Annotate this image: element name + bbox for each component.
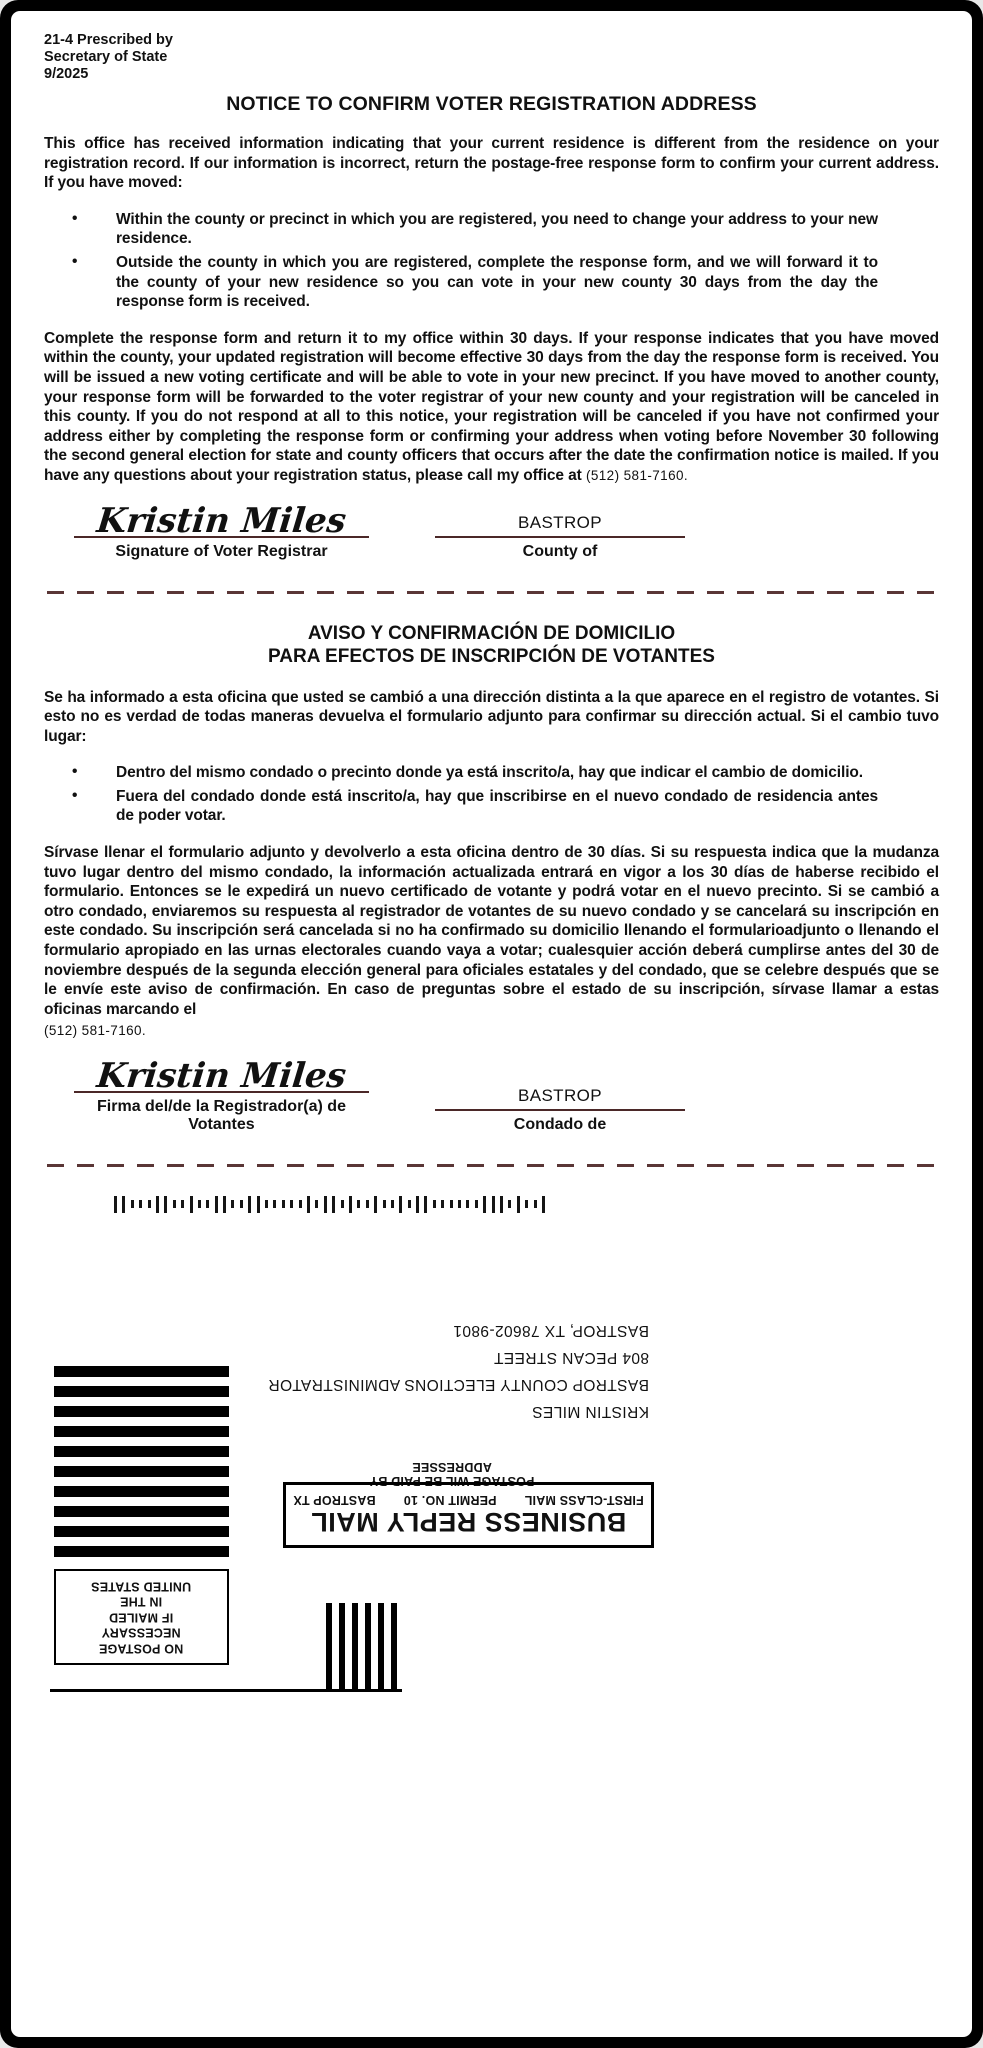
body-text-en: Complete the response form and return it to my office within 30 days. If your response indicates that you have moved within the county, your updated registration will become effective 30 days from the day the response form is received. You will be issued a new voting certificate and will be able to vote in your new precinct. If you have moved to another county, your response form will be forwarded to the voter registrar of your new county and your registration will be canceled in this county. If you do not respond at all to this notice, your registration will be canceled if you have not confirmed your address either by completing the response form or confirming your address when voting before November 30 following the second general election for state and county officers that occurs after the date the confirmation notice is mailed. If you have any questions about your registration status, please call my office at: [44, 329, 939, 484]
business-reply-box: [283, 1482, 654, 1548]
bullet-text: Dentro del mismo condado o precinto donde ya está inscrito/a, hay que indicar el cambio de domicilio.: [116, 764, 863, 782]
signature-label-en: Signature of Voter Registrar: [115, 542, 328, 560]
form-issuer: Secretary of State: [44, 49, 168, 65]
no-postage-line: UNITED STATES: [91, 1579, 192, 1594]
no-postage-line: NO POSTAGE: [99, 1641, 184, 1656]
return-address-block: [219, 1317, 649, 1425]
no-postage-line: IN THE: [120, 1595, 163, 1610]
bullet-icon: •: [72, 763, 78, 781]
letter-sheet: [11, 11, 972, 2037]
body-paragraph-en: [44, 329, 939, 486]
county-name: BASTROP: [517, 512, 603, 532]
county-line: [435, 536, 685, 538]
notice-title-es: [44, 622, 939, 668]
body-text-es: Sírvase llenar el formulario adjunto y devolverlo a esta oficina dentro de 30 días. Si su respuesta indica que la mudanza tuvo lugar dentro del mismo condado, la información actualizada entrará en vigor a los 30 días de haberse recibido el formulario. Entonces se le expedirá un nuevo certificado de votante y podrá votar en el nuevo precinto. Si se cambió a otro condado, enviaremos su respuesta al registrador de votantes de su nuevo condado y se cancelará su inscripción en este condado. Su inscripción será cancelada si no ha confirmado su domicilio llenando el formularioadjunto o llenando el formulario apropiado en las urnas electorales cuando vaya a votar; cualesquier acción deberá cumplirse antes del 30 de noviembre después de la segunda elección general para oficiales estatales y del condado, que se celebre después que se le envíe este aviso de confirmación. En caso de preguntas sobre el estado de su inscripción, sírvase llamar a estas oficinas marcando el: [44, 844, 939, 1018]
form-number-block: [44, 32, 939, 83]
intro-paragraph-es: Se ha informado a esta oficina que usted se cambió a una dirección distinta a la que aparece en el registro de votantes. Si esto no es verdad de todas maneras devuelva el formulario adjunto para confirmar su dirección actual. Si el cambio tuvo lugar:: [44, 688, 939, 745]
phone-number-es: (512) 581-7160.: [44, 1023, 147, 1039]
signature-label-es: Firma del/de la Registrador(a) de Votantes: [97, 1098, 346, 1133]
brm-title: BUSINESS REPLY MAIL: [310, 1507, 627, 1538]
registrar-signature-es: [74, 1056, 369, 1134]
bullet-text: Within the county or precinct in which you are registered, you need to change your address to your new residence.: [116, 210, 878, 248]
no-postage-line: IF MAILED: [109, 1610, 174, 1625]
signature-row-en: [44, 501, 939, 561]
county-label-es: Condado de: [513, 1116, 607, 1133]
body-paragraph-es: [44, 843, 939, 1041]
form-number: 21-4 Prescribed by: [44, 32, 173, 48]
card-edge-rule: [50, 1689, 402, 1692]
notice-title-es-line1: AVISO Y CONFIRMACIÓN DE DOMICILIO: [307, 622, 676, 644]
address-line: KRISTIN MILES: [531, 1403, 649, 1420]
bullet-item: [72, 209, 878, 249]
reply-mail-bars: [54, 1366, 229, 1557]
fim-barcode: [326, 1603, 398, 1689]
brm-city: BASTROP TX: [293, 1493, 376, 1508]
bullet-list-es: [44, 763, 939, 826]
postage-paid-text: POSTAGE WIL BE PAID BY ADDRESSEE: [369, 1460, 535, 1488]
bullet-text: Outside the county in which you are registered, complete the response form, and we will forward it to the county of your new residence so you can vote in your new county 30 days from the day the response form is received.: [116, 253, 878, 311]
signature-row-es: [44, 1056, 939, 1134]
address-line: BASTROP COUNTY ELECTIONS ADMINISTRATOR: [268, 1376, 649, 1393]
brm-permit: PERMIT NO. 10: [403, 1493, 497, 1508]
notice-title-es-line2: PARA EFECTOS DE INSCRIPCIÓN DE VOTANTES: [268, 645, 715, 667]
address-line: BASTROP, TX 78602-9801: [452, 1322, 649, 1339]
dashed-separator: [47, 1164, 936, 1167]
no-postage-line: NECESSARY: [101, 1626, 182, 1641]
form-date: 9/2025: [44, 66, 89, 82]
brm-subline: [293, 1494, 643, 1508]
address-line: 804 PECAN STREET: [493, 1349, 649, 1366]
bullet-list-en: [44, 210, 939, 312]
phone-number-en: (512) 581-7160.: [585, 467, 689, 483]
bullet-icon: •: [72, 252, 78, 270]
county-field-en: [435, 513, 685, 561]
county-line: [435, 1109, 685, 1111]
dashed-separator: [47, 591, 936, 594]
bullet-item: [72, 252, 878, 312]
county-name: BASTROP: [517, 1086, 603, 1105]
signature-script: Kristin Miles: [94, 1056, 349, 1096]
registrar-signature-en: [74, 501, 369, 561]
notice-title-en: NOTICE TO CONFIRM VOTER REGISTRATION ADDRESS: [226, 93, 757, 115]
county-label-en: County of: [522, 542, 598, 560]
no-postage-box: [54, 1569, 229, 1665]
bullet-item: [72, 763, 878, 783]
no-postage-text: [91, 1578, 191, 1656]
brm-class: FIRST-CLASS MAIL: [524, 1493, 644, 1508]
bullet-icon: •: [72, 209, 78, 227]
bullet-item: [72, 786, 878, 826]
business-reply-box-content: [286, 1485, 651, 1545]
signature-script: Kristin Miles: [94, 500, 349, 541]
business-reply-card: [44, 1251, 939, 1703]
bullet-text: Fuera del condado donde está inscrito/a, hay que inscribirse en el nuevo condado de residencia antes de poder votar.: [116, 787, 878, 825]
bullet-icon: •: [72, 786, 78, 804]
intro-paragraph-en: This office has received information indicating that your current residence is different from the residence on your registration record. If our information is incorrect, return the postage-free response form to confirm your current address. If you have moved:: [44, 135, 939, 192]
county-field-es: [435, 1086, 685, 1134]
postnet-barcode: [114, 1195, 939, 1213]
